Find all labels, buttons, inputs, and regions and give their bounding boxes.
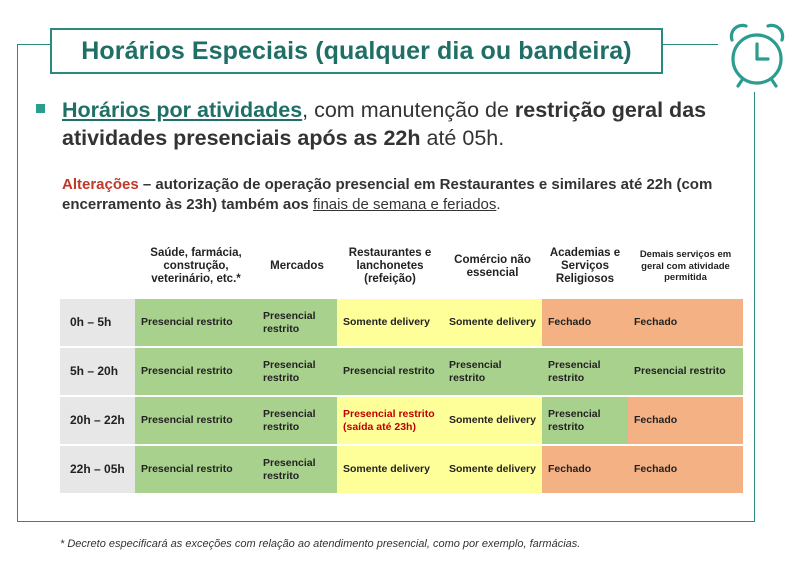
bullet-square-icon xyxy=(36,104,45,113)
table-cell: Presencial restrito xyxy=(542,396,628,445)
bullet-part3: até 05h. xyxy=(420,126,505,150)
table-cell: Presencial restrito xyxy=(257,396,337,445)
main-bullet-text xyxy=(62,96,736,152)
table-cell: Presencial restrito xyxy=(257,298,337,347)
table-cell: Fechado xyxy=(542,298,628,347)
alteracoes-paragraph xyxy=(62,175,752,215)
row-header: 22h – 05h xyxy=(60,445,135,494)
table-cell: Fechado xyxy=(542,445,628,494)
column-header: Comércio não essencial xyxy=(443,236,542,298)
table-cell: Fechado xyxy=(628,298,743,347)
table-cell: Presencial restrito xyxy=(135,396,257,445)
row-header: 5h – 20h xyxy=(60,347,135,396)
table-cell: Presencial restrito xyxy=(542,347,628,396)
table-cell: Presencial restrito xyxy=(257,445,337,494)
table-cell: Presencial restrito xyxy=(443,347,542,396)
title-box xyxy=(50,28,663,74)
alteracoes-underlined: finais de semana e feriados xyxy=(312,196,497,213)
table-cell: Presencial restrito xyxy=(628,347,743,396)
column-header: Restaurantes e lanchonetes (refeição) xyxy=(337,236,443,298)
alteracoes-label: Alterações xyxy=(62,176,139,193)
table-cell: Fechado xyxy=(628,445,743,494)
table-cell: Presencial restrito xyxy=(337,347,443,396)
table-cell: Somente delivery xyxy=(443,445,542,494)
table-cell: Presencial restrito xyxy=(257,347,337,396)
table-row xyxy=(60,445,743,494)
alarm-clock-icon xyxy=(718,14,796,92)
row-header: 20h – 22h xyxy=(60,396,135,445)
table-cell: Somente delivery xyxy=(337,445,443,494)
column-header: Demais serviços em geral com atividade permitida xyxy=(628,236,743,298)
table-header-row xyxy=(60,236,743,298)
table-row xyxy=(60,347,743,396)
column-header: Academias e Serviços Religiosos xyxy=(542,236,628,298)
table-cell: Presencial restrito xyxy=(135,298,257,347)
table-cell: Somente delivery xyxy=(443,396,542,445)
schedule-table xyxy=(60,236,743,495)
alteracoes-text: – autorização de operação presencial em Restaurantes e similares até 22h (com encerramento às 23h) também aos xyxy=(62,176,713,213)
table-row xyxy=(60,396,743,445)
table-cell: Fechado xyxy=(628,396,743,445)
row-header: 0h – 5h xyxy=(60,298,135,347)
corner-cell xyxy=(60,236,135,298)
table-cell: Presencial restrito (saída até 23h) xyxy=(337,396,443,445)
column-header: Saúde, farmácia, construção, veterinário, etc.* xyxy=(135,236,257,298)
table-cell: Presencial restrito xyxy=(135,445,257,494)
bullet-lead: Horários por atividades xyxy=(62,98,303,122)
page-title: Horários Especiais (qualquer dia ou bandeira) xyxy=(81,36,632,65)
column-header: Mercados xyxy=(257,236,337,298)
bullet-part2: , com manutenção de xyxy=(302,98,515,122)
footnote: * Decreto especificará as exceções com relação ao atendimento presencial, como por exemplo, farmácias. xyxy=(60,538,581,550)
table-cell: Somente delivery xyxy=(337,298,443,347)
table-cell: Somente delivery xyxy=(443,298,542,347)
table-cell: Presencial restrito xyxy=(135,347,257,396)
bullet-bold: restrição geral das atividades presenciais após as 22h xyxy=(62,98,707,150)
main-bullet xyxy=(36,96,736,152)
alteracoes-end: . xyxy=(496,196,501,213)
table-row xyxy=(60,298,743,347)
